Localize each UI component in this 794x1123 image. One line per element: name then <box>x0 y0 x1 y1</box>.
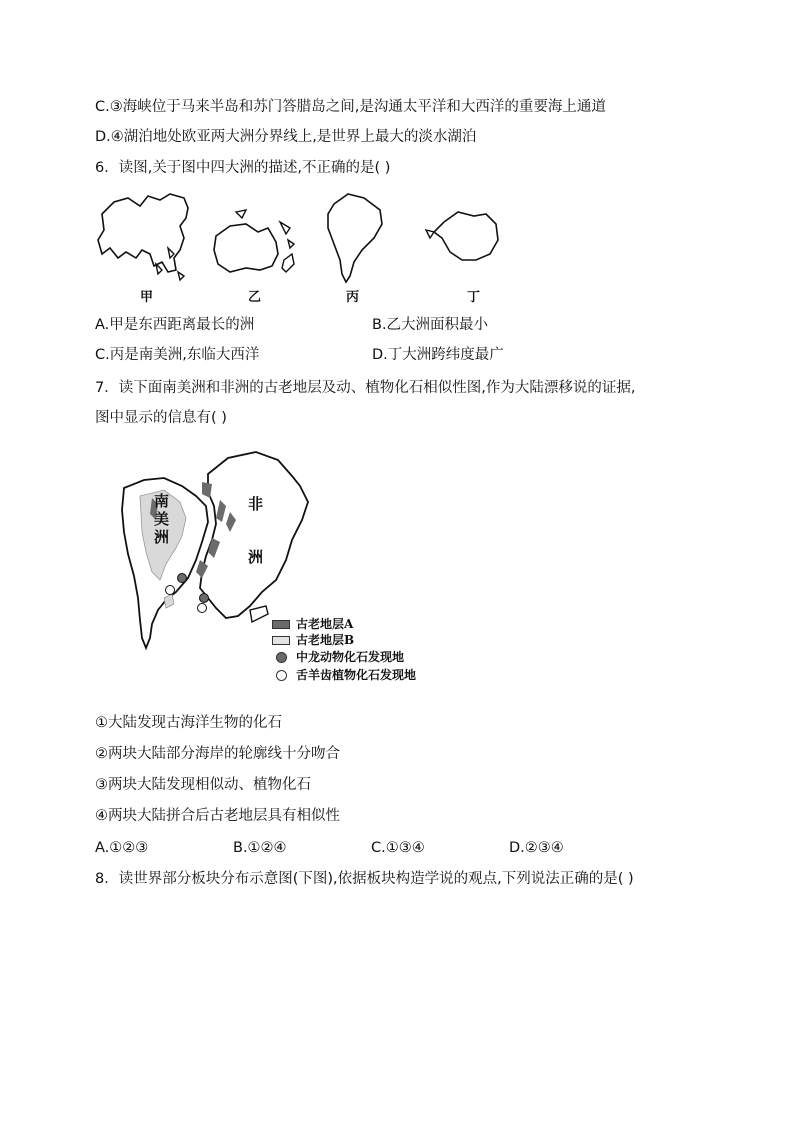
q7-statement-1: ①大陆发现古海洋生物的化石 <box>95 715 282 731</box>
legend-stratum-b-label: 古老地层B <box>296 633 355 647</box>
q7-statement-3: ③两块大陆发现相似动、植物化石 <box>95 777 311 793</box>
caption-ding: 丁 <box>467 290 481 305</box>
africa-label-2: 洲 <box>248 548 264 566</box>
continent-jia-outline <box>98 194 188 272</box>
animal-fossil-marker-icon <box>276 652 287 663</box>
continent-yi-islands <box>236 210 294 272</box>
caption-jia: 甲 <box>140 290 154 305</box>
legend-stratum-b <box>272 632 354 648</box>
south-america-label-1: 南 <box>154 492 170 510</box>
madagascar-outline <box>250 606 268 622</box>
q7-option-a: A.①②③ <box>95 840 149 856</box>
caption-yi: 乙 <box>248 290 262 305</box>
q7-statement-4: ④两块大陆拼合后古老地层具有相似性 <box>95 808 340 824</box>
q7-statement-2: ②两块大陆部分海岸的轮廓线十分吻合 <box>95 746 340 762</box>
q6-continents-figure <box>96 188 516 306</box>
q5-option-d: D.④湖泊地处欧亚两大洲分界线上,是世界上最大的淡水湖泊 <box>95 129 477 145</box>
q6-option-a: A.甲是东西距离最长的洲 <box>95 317 255 333</box>
animal-fossil-site <box>178 574 187 583</box>
q7-option-b: B.①②④ <box>233 840 287 856</box>
q6-option-b: B.乙大洲面积最小 <box>372 317 489 333</box>
plant-fossil-marker-icon <box>276 670 287 681</box>
q7-option-d: D.②③④ <box>509 840 564 856</box>
stratum-a-swatch <box>272 620 290 629</box>
continent-bing-outline <box>328 194 382 282</box>
q7-option-c: C.①③④ <box>371 840 425 856</box>
legend-plant-fossil-label: 舌羊齿植物化石发现地 <box>296 668 417 682</box>
q7-stem-line2: 图中显示的信息有( ) <box>95 410 227 426</box>
q7-stem-line1: 7．读下面南美洲和非洲的古老地层及动、植物化石相似性图,作为大陆漂移说的证据, <box>95 380 636 396</box>
plant-fossil-site <box>198 604 207 613</box>
legend-animal-fossil-label: 中龙动物化石发现地 <box>296 650 405 664</box>
q6-option-d: D.丁大洲跨纬度最广 <box>372 347 504 363</box>
legend-plant-fossil <box>272 667 416 683</box>
stratum-b-swatch <box>272 636 290 645</box>
africa-label-1: 非 <box>248 495 264 513</box>
africa-outline <box>200 452 308 618</box>
legend-animal-fossil <box>272 649 404 665</box>
continent-yi-outline <box>214 224 278 272</box>
continent-ding-peninsula <box>426 230 434 238</box>
legend-stratum-a <box>272 616 353 632</box>
caption-bing: 丙 <box>346 290 360 305</box>
legend-stratum-a-label: 古老地层A <box>296 617 354 631</box>
south-america-label-3: 洲 <box>154 528 170 546</box>
continent-jia-islands <box>156 248 184 280</box>
continent-ding-outline <box>434 212 498 260</box>
animal-fossil-site <box>200 594 209 603</box>
q5-option-c: C.③海峡位于马来半岛和苏门答腊岛之间,是沟通太平洋和大西洋的重要海上通道 <box>95 99 606 115</box>
q8-stem: 8．读世界部分板块分布示意图(下图),依据板块构造学说的观点,下列说法正确的是( ) <box>95 871 634 887</box>
plant-fossil-site <box>166 586 175 595</box>
south-america-label-2: 美 <box>154 510 170 528</box>
q6-stem: 6．读图,关于图中四大洲的描述,不正确的是( ) <box>95 160 391 176</box>
q6-option-c: C.丙是南美洲,东临大西洋 <box>95 347 260 363</box>
